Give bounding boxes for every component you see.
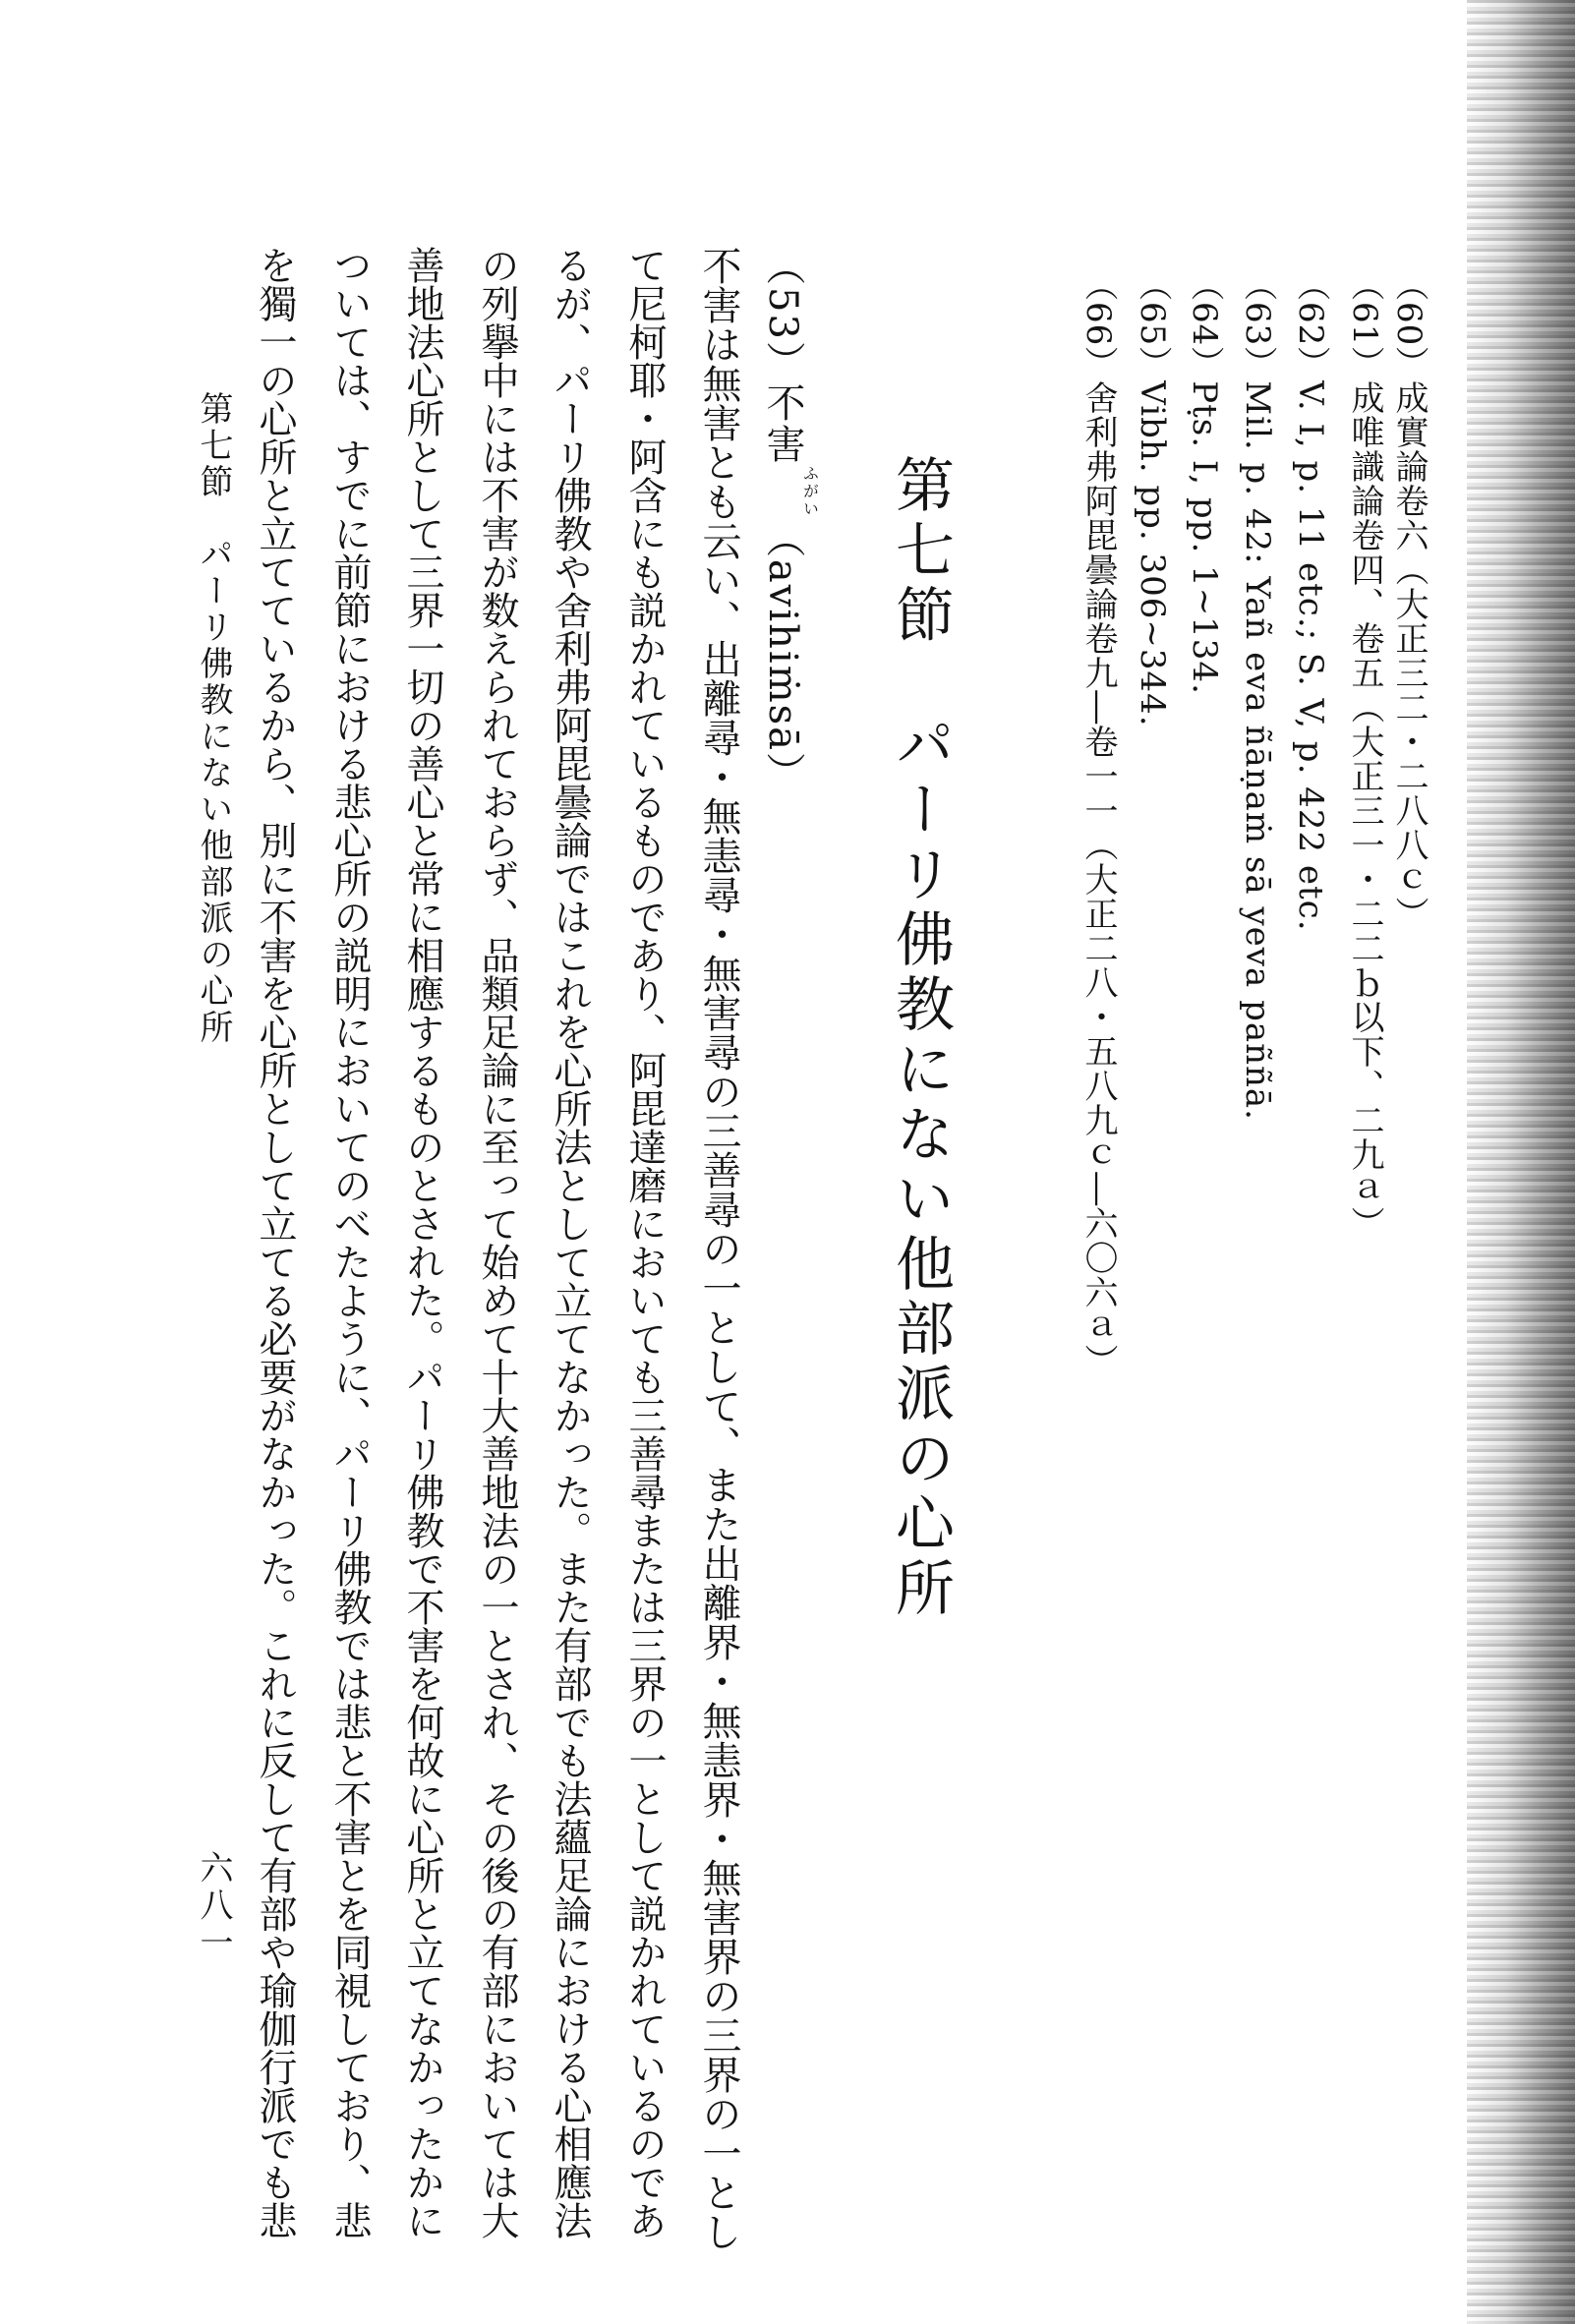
- note-label: （64）: [1185, 267, 1224, 381]
- body-line-7: を獨一の心所と立てているから、別に不害を心所として立てる必要がなかった。これに反して有部や瑜伽行派でも悲: [253, 246, 297, 2239]
- note-text: Mil. p. 42: Yañ eva ñāṇaṁ sā yeva paññā.: [1238, 380, 1277, 1121]
- note-text: 成實論卷六（大正三二・二八八ｃ）: [1389, 380, 1429, 932]
- note-text: 舍利弗阿毘曇論卷九―卷一一（大正二八・五八九ｃ―六〇六ａ）: [1079, 380, 1118, 1379]
- note-label: （60）: [1389, 267, 1429, 381]
- note-61: [1345, 267, 1384, 1242]
- note-62: [1291, 267, 1330, 932]
- body-line-4: の列擧中には不害が数えられておらず、品類足論に至って始めて十大善地法の一とされ、その後の有部においては大: [475, 246, 519, 2239]
- note-text: V. I, p. 11 etc.; S. V, p. 422 etc.: [1291, 380, 1330, 932]
- note-text: 成唯識論卷四、卷五（大正三一・二二ｂ以下、二九ａ）: [1345, 380, 1384, 1242]
- page-number: 六八一: [194, 1850, 233, 1962]
- body-line-1: 不害は無害とも云い、出離尋・無恚尋・無害尋の三善尋の一として、また出離界・無恚界・無害界の三界の一とし: [696, 246, 741, 2251]
- note-text: Vibh. pp. 306~344.: [1133, 380, 1172, 727]
- note-60: [1389, 267, 1429, 932]
- note-label: （65）: [1133, 267, 1172, 381]
- body-line-5: 善地法心所として三界一切の善心と常に相應するものとされた。パーリ佛教で不害を何故に心所と立てなかったかに: [400, 246, 444, 2239]
- note-66: [1079, 267, 1118, 1379]
- scan-shadow-edge: [1467, 0, 1575, 2324]
- subsection-term: [760, 381, 820, 518]
- subsection-heading: [760, 246, 820, 794]
- running-head: 第七節 パーリ佛教にない他部派の心所: [194, 391, 233, 1046]
- term-text: 不害: [760, 381, 805, 465]
- note-label: （62）: [1291, 267, 1330, 381]
- term-ruby: ふがい: [800, 464, 820, 518]
- note-label: （61）: [1345, 267, 1384, 381]
- section-title: 第七節 パーリ佛教にない他部派の心所: [886, 454, 955, 1622]
- note-label: （63）: [1238, 267, 1277, 381]
- body-line-3: るが、パーリ佛教や舍利弗阿毘曇論ではこれを心所法として立てなかった。また有部でも法蘊足論における心相應法: [548, 246, 592, 2239]
- note-65: [1133, 267, 1172, 727]
- subsection-label: （53）: [760, 246, 805, 382]
- note-text: Pṭs. I, pp. 1~134.: [1185, 380, 1224, 695]
- note-64: [1185, 267, 1224, 695]
- note-63: [1238, 267, 1277, 1121]
- note-label: （66）: [1079, 267, 1118, 381]
- body-line-6: ついては、すでに前節における悲心所の説明においてのべたように、パーリ佛教では悲と不害とを同視しており、悲: [327, 246, 372, 2239]
- body-line-2: て尼柯耶・阿含にも説かれているものであり、阿毘達磨においても三善尋または三界の一として説かれているのであ: [622, 246, 667, 2239]
- subsection-roman: （avihiṁsā）: [760, 517, 805, 794]
